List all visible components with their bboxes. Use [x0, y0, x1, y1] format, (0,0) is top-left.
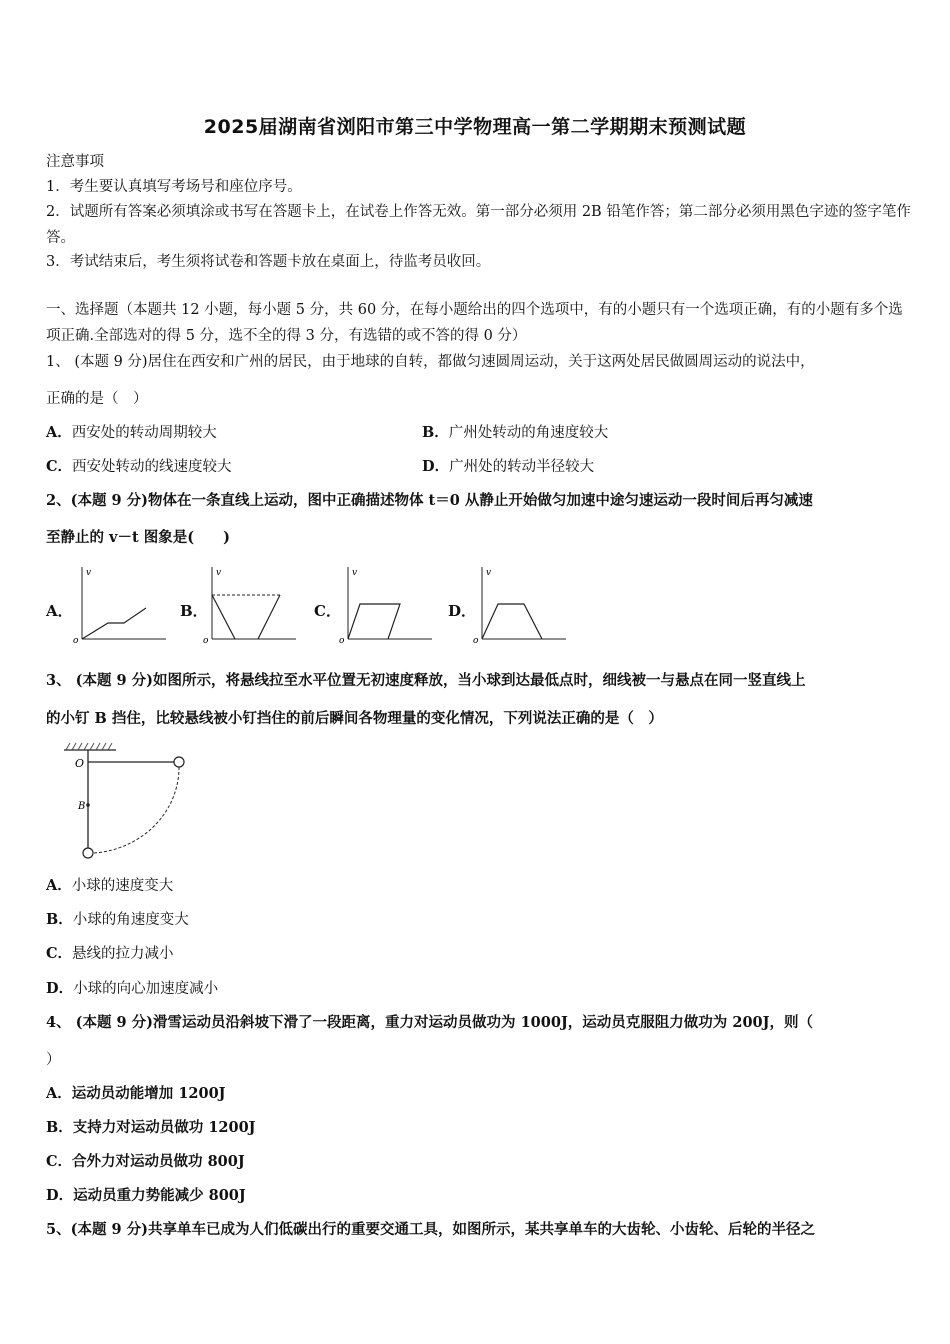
notice-item: 1．考生要认真填写考场号和座位序号。 [46, 179, 302, 195]
question-4-stem: 4、 (本题 9 分)滑雪运动员沿斜坡下滑了一段距离，重力对运动员做功为 1000J，运动员克服阻力做功为 200J，则（ [46, 1014, 813, 1031]
q4-option-c: C．合外力对运动员做功 800J [46, 1153, 245, 1170]
notice-item: 2．试题所有答案必须填涂或书写在答题卡上，在试卷上作答无效。第一部分必须用 2B 铅笔作答；第二部分必须用黑色字迹的签字笔作答。 [46, 204, 911, 246]
q3-option-a: A．小球的速度变大 [46, 877, 174, 894]
q3-option-c: C．悬线的拉力减小 [46, 945, 174, 962]
section-heading: 一、选择题（本题共 12 小题，每小题 5 分，共 60 分，在每小题给出的四个选项中，有的小题只有一个选项正确，有的小题有多个选项正确.全部选对的得 5 分，选不全的得 3 分，有选错的或不答的得 0 分） [46, 302, 903, 344]
pendulum-figure [58, 740, 198, 864]
graph-c-origin: o [339, 636, 345, 645]
graph-d [468, 563, 568, 645]
q3-option-b: B．小球的角速度变大 [46, 911, 189, 928]
graph-c-axis-v: v [352, 568, 358, 578]
question-4-stem-cont: ） [46, 1052, 61, 1068]
question-5-stem: 5、(本题 9 分)共享单车已成为人们低碳出行的重要交通工具，如图所示，某共享单车的大齿轮、小齿轮、后轮的半径之 [46, 1221, 815, 1238]
graph-a [68, 563, 168, 645]
q4-option-d: D．运动员重力势能减少 800J [46, 1187, 246, 1204]
question-2-stem: 2、(本题 9 分)物体在一条直线上运动，图中正确描述物体 t＝0 从静止开始做匀加速中途匀速运动一段时间后再匀减速 [46, 492, 813, 509]
q1-option-b: B．广州处转动的角速度较大 [422, 424, 609, 441]
point-b-label: B [78, 801, 86, 812]
q4-option-b: B．支持力对运动员做功 1200J [46, 1119, 256, 1136]
question-2-stem-cont: 至静止的 v－t 图象是( ) [46, 529, 230, 546]
q4-option-a: A．运动员动能增加 1200J [46, 1085, 226, 1102]
graph-a-origin: o [73, 636, 79, 645]
question-1-stem-cont: 正确的是（ ） [46, 391, 148, 407]
q1-option-c: C．西安处转动的线速度较大 D．广州处的转动半径较大 [46, 458, 595, 475]
graph-d-label: D． [448, 602, 477, 620]
q3-option-d: D．小球的向心加速度减小 [46, 980, 219, 997]
graph-a-label: A． [46, 602, 73, 620]
notice-item: 3．考试结束后，考生须将试卷和答题卡放在桌面上，待监考员收回。 [46, 254, 491, 270]
question-3-stem-cont: 的小钉 B 挡住，比较悬线被小钉挡住的前后瞬间各物理量的变化情况，下列说法正确的是（ ） [46, 710, 663, 727]
graph-b-origin: o [203, 636, 209, 645]
graph-b-label: B． [180, 602, 208, 620]
question-1-stem: 1、 (本题 9 分)居住在西安和广州的居民，由于地球的自转，都做匀速圆周运动，关于这两处居民做圆周运动的说法中， [46, 354, 815, 370]
graph-d-origin: o [473, 636, 479, 645]
exam-title: 2025届湖南省浏阳市第三中学物理高一第二学期期末预测试题 [203, 116, 747, 138]
q1-option-d: D．广州处的转动半径较大 [422, 458, 595, 475]
graph-b-axis-v: v [216, 568, 222, 578]
question-3-stem: 3、 (本题 9 分)如图所示，将悬线拉至水平位置无初速度释放，当小球到达最低点时，细线被一与悬点在同一竖直线上 [46, 672, 806, 689]
graph-a-axis-v: v [86, 568, 92, 578]
graph-b [198, 563, 298, 645]
q1-option-a: A．西安处的转动周期较大 B．广州处转动的角速度较大 [46, 424, 609, 441]
graph-c [334, 563, 434, 645]
point-o-label: O [75, 757, 85, 770]
notice-heading: 注意事项 [46, 154, 104, 170]
graph-d-axis-v: v [486, 568, 492, 578]
graph-c-label: C． [314, 602, 341, 620]
